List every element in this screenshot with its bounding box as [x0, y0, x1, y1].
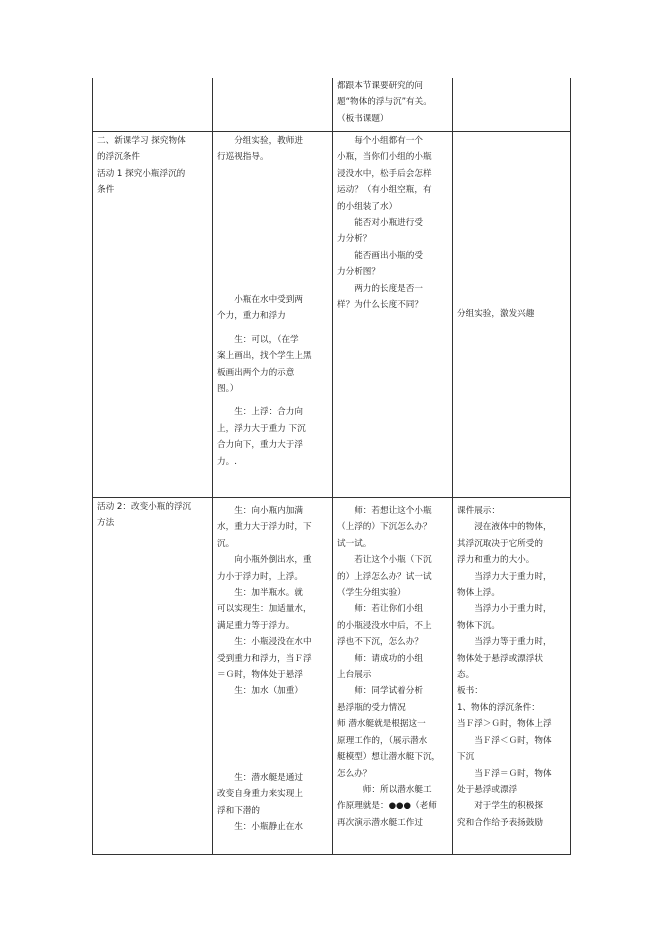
text-line: 力小于浮力时，上浮。 [217, 571, 303, 582]
text-line: （板书课题） [337, 113, 389, 124]
row2-col3-cell [337, 503, 440, 831]
text-line: 处于悬浮或漂浮 [457, 784, 518, 795]
text-line: 生：加水（加重） [217, 686, 303, 697]
text-line: 方法 [97, 518, 115, 529]
text-line: 板画出两个力的示意 [217, 367, 295, 378]
text-line: 沉。 [217, 538, 235, 549]
text-line: 当浮力大于重力时， [457, 571, 552, 582]
row1-col1-cell [97, 133, 186, 199]
text-line: 若让这个小瓶（下沉 [337, 555, 432, 566]
row0-col3-cell [337, 78, 432, 127]
text-line: 改变自身重力来实现上 [217, 789, 303, 800]
text-line: 满足重力等于浮力。 [217, 620, 295, 631]
text-line: 个力，重力和浮力 [217, 311, 286, 322]
text-line: 题“物体的浮与沉”有关。 [337, 97, 432, 108]
text-line: 生：可以，（在学 [217, 334, 299, 345]
text-line: 浮力和重力的大小。 [457, 555, 535, 566]
text-line: 生：小瓶静止在水 [217, 822, 303, 833]
text-line: （上浮的）下沉怎么办？ [337, 522, 432, 533]
text-line: 物体处于悬浮或漂浮状 [457, 653, 543, 664]
text-line: 案上画出，找个学生上黑 [217, 351, 312, 362]
text-line: 当浮力小于重力时， [457, 604, 552, 615]
text-line: 师：请成功的小组 [337, 653, 423, 664]
text-line: 生：上浮：合力向 [217, 407, 303, 418]
text-line: 生：向小瓶内加满 [217, 506, 303, 516]
text-line: 力。. [217, 456, 237, 467]
row-divider-1 [92, 131, 571, 132]
text-line: 1、物体的浮沉条件： [457, 702, 540, 713]
table-divider-col3 [452, 78, 453, 855]
text-line: （学生分组实验） [337, 588, 406, 599]
text-line: 艇模型）想让潜水艇下沉， [337, 752, 441, 763]
text-line: 样？为什么长度不同？ [337, 300, 423, 311]
text-line: 运动？（有小组空瓶，有 [337, 185, 432, 196]
text-line: 态。 [457, 670, 475, 681]
text-line: 当Ｆ浮＝Ｇ时，物体 [457, 768, 552, 779]
text-line: 浮和下潜的 [217, 805, 260, 816]
row2-col1-cell [97, 499, 191, 532]
text-line: 二、新课学习 探究物体 [97, 136, 186, 146]
text-line: 的）上浮怎么办？试一试 [337, 571, 432, 582]
text-line: 浮也不下沉，怎么办？ [337, 637, 423, 648]
text-line: 当浮力等于重力时， [457, 637, 552, 648]
text-line: 试一试。 [337, 538, 372, 549]
table-divider-col1 [212, 78, 213, 855]
table-border-bottom [92, 854, 571, 855]
text-line: 分组实验，激发兴趣 [457, 309, 535, 319]
text-line: 图。） [217, 384, 239, 395]
text-line: 能否对小瓶进行受 [337, 218, 423, 229]
text-line: 其浮沉取决于它所受的 [457, 538, 543, 549]
text-line: 都跟本节课要研究的问 [337, 81, 423, 91]
text-line: 上，浮力大于重力 下沉 [217, 423, 306, 434]
text-line: 向小瓶外倒出水，重 [217, 555, 312, 566]
text-line: 板书： [457, 686, 483, 697]
text-line: 下沉 [457, 752, 475, 763]
text-line: 当Ｆ浮＜Ｇ时，物体 [457, 735, 552, 746]
text-line: 浸没水中，松手后会怎样 [337, 168, 432, 179]
text-line: 力分析图？ [337, 267, 380, 278]
text-line: 生：加半瓶水。就 [217, 588, 303, 599]
text-line: 怎么办？ [337, 768, 372, 779]
text-line: ＝Ｇ时，物体处于悬浮 [217, 670, 303, 681]
row2-col4-cell [457, 503, 552, 831]
text-line: 的小瓶浸没水中后，不上 [337, 620, 432, 631]
table-border-right [570, 78, 571, 855]
text-line: 师：若想让这个小瓶 [337, 506, 432, 516]
text-line: 水，重力大于浮力时，下 [217, 522, 312, 533]
text-line: 物体下沉。 [457, 620, 500, 631]
text-line: 师 潜水艇就是根据这一 [337, 719, 426, 730]
text-line: 再次演示潜水艇工作过 [337, 817, 423, 828]
text-line: 上台展示 [337, 670, 372, 681]
text-line: 活动 2：改变小瓶的浮沉 [97, 502, 192, 512]
text-line: 分组实验，教师进 [217, 136, 303, 146]
text-line: 力分析？ [337, 234, 372, 245]
text-line: 究和合作给予表扬鼓励 [457, 817, 543, 828]
text-line: 能否画出小瓶的受 [337, 250, 423, 261]
text-line: 生：小瓶浸没在水中 [217, 637, 312, 648]
text-line: 受到重力和浮力，当Ｆ浮 [217, 653, 312, 664]
text-line: 小瓶在水中受到两 [217, 295, 303, 305]
text-line: 悬浮瓶的受力情况 [337, 702, 406, 713]
text-line: 可以实现生：加适量水， [217, 604, 312, 615]
row1-col4-cell [457, 306, 534, 322]
text-line: 小瓶，当你们小组的小瓶 [337, 152, 432, 163]
row1-col2-blocks [217, 292, 312, 470]
text-line: 的浮沉条件 [97, 152, 140, 163]
text-line: 课件展示： [457, 506, 500, 516]
text-line: 两力的长度是否一 [337, 283, 423, 294]
text-line: 条件 [97, 185, 115, 196]
table-divider-col2 [332, 78, 333, 855]
text-line: 对于学生的积极探 [457, 801, 543, 812]
text-line: 师：所以潜水艇工 [337, 784, 432, 795]
row2-col2-cell [217, 503, 312, 700]
text-line: 的小组装了水） [337, 201, 398, 212]
row1-col2-top [217, 133, 303, 166]
text-line: 行巡视指导。 [217, 152, 269, 163]
table-border-left [92, 78, 93, 855]
row1-col3-cell [337, 133, 432, 313]
text-line: 当Ｆ浮＞Ｇ时，物体上浮 [457, 719, 552, 730]
text-line: 物体上浮。 [457, 588, 500, 599]
text-line: 活动 1 探究小瓶浮沉的 [97, 168, 186, 179]
text-line: 合力向下，重力大于浮 [217, 440, 303, 451]
text-line: 师：若让你们小组 [337, 604, 423, 615]
text-line: 师：同学试着分析 [337, 686, 423, 697]
text-line: 浸在液体中的物体， [457, 522, 552, 533]
text-line: 每个小组都有一个 [337, 136, 423, 146]
text-line: 作原理就是：●●●（老师 [337, 801, 437, 812]
text-line: 原理工作的，（展示潜水 [337, 735, 428, 746]
text-line: 生：潜水艇是通过 [217, 773, 303, 783]
row2-col2-end [217, 770, 303, 836]
row-divider-2 [92, 497, 571, 498]
